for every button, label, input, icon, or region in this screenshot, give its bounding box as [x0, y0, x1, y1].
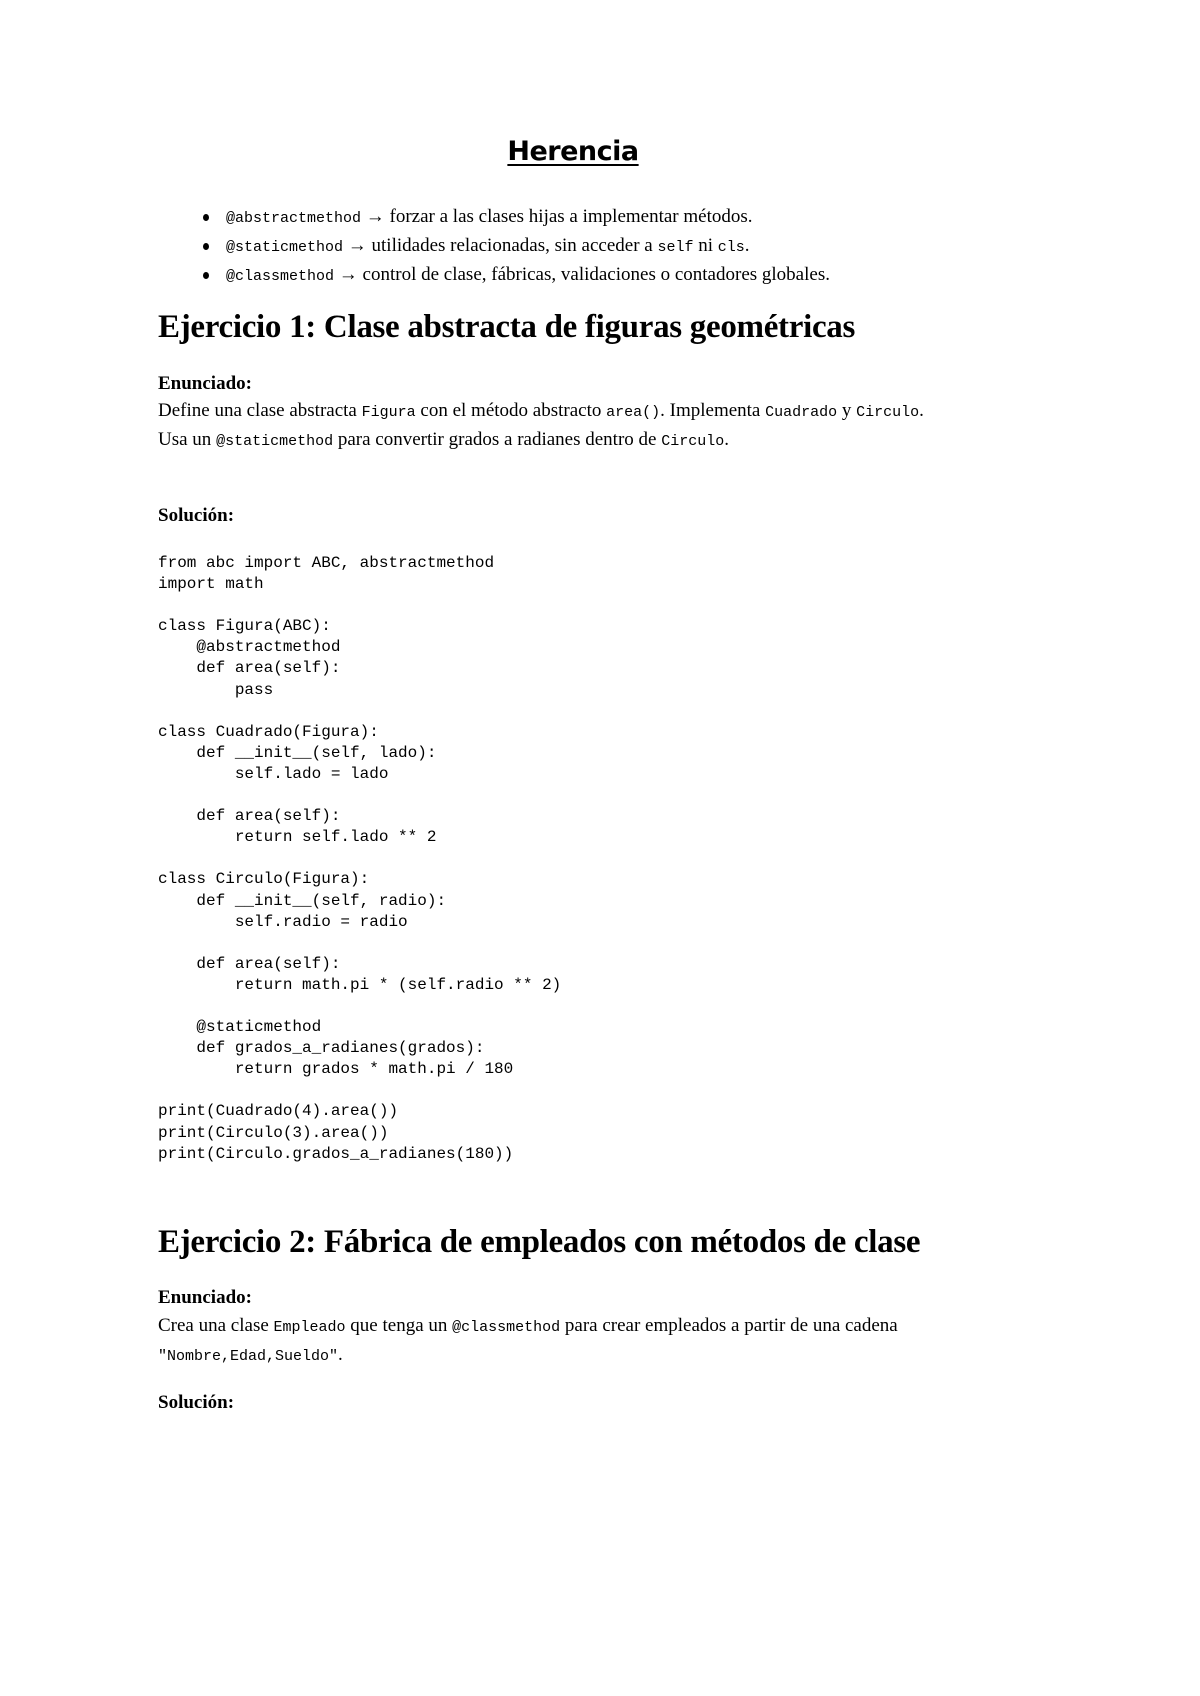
code-line: print(Circulo(3).area())	[158, 1123, 389, 1142]
inline-code: Empleado	[273, 1319, 346, 1336]
exercise-1-code-block	[158, 553, 561, 1165]
text-run: Crea una clase	[158, 1315, 274, 1336]
exercise-1-solution-label: Solución:	[158, 505, 235, 526]
code-line: def grados_a_radianes(grados):	[158, 1039, 485, 1058]
text-run: ni	[693, 235, 718, 256]
code-line: class Cuadrado(Figura):	[158, 722, 379, 741]
code-line: return self.lado ** 2	[158, 828, 437, 847]
text-run: Define una clase abstracta	[158, 400, 362, 421]
exercise-1-statement-label: Enunciado:	[158, 373, 252, 394]
code-line: @abstractmethod	[158, 638, 341, 657]
exercise-2-statement-label: Enunciado:	[158, 1287, 252, 1308]
inline-code: @staticmethod	[216, 433, 334, 450]
inline-code: "Nombre,Edad,Sueldo"	[158, 1348, 339, 1365]
code-line: import math	[158, 575, 264, 594]
decorator-bullet-list	[203, 203, 830, 290]
text-run: → utilidades relacionadas, sin acceder a	[343, 235, 658, 256]
code-line	[158, 933, 561, 954]
bullet-icon	[203, 272, 209, 279]
inline-code: Cuadrado	[765, 404, 838, 421]
text-run: . Usa un	[158, 400, 924, 450]
exercise-2-statement	[158, 1312, 948, 1370]
code-line	[158, 996, 561, 1017]
inline-code: Circulo	[661, 433, 725, 450]
inline-code: @abstractmethod	[226, 210, 362, 227]
exercise-2-heading: Ejercicio 2: Fábrica de empleados con métodos de clase	[158, 1224, 921, 1260]
text-run: para convertir grados a radianes dentro de	[333, 429, 662, 450]
code-line	[158, 1080, 561, 1101]
code-line: def area(self):	[158, 807, 341, 826]
inline-code: Figura	[361, 404, 416, 421]
text-run: → control de clase, fábricas, validaciones o contadores globales.	[334, 264, 830, 285]
bullet-icon	[203, 214, 209, 221]
text-run: .	[724, 429, 729, 450]
code-line	[158, 595, 561, 616]
code-line: def area(self):	[158, 954, 341, 973]
code-line: self.lado = lado	[158, 764, 389, 783]
code-line: print(Cuadrado(4).area())	[158, 1102, 399, 1121]
text-run: que tenga un	[345, 1315, 453, 1336]
bullet-item	[203, 203, 830, 232]
inline-code: self	[657, 239, 694, 256]
exercise-2-solution-label: Solución:	[158, 1392, 235, 1413]
code-line: class Circulo(Figura):	[158, 870, 370, 889]
text-run: .	[338, 1344, 343, 1365]
code-line: return math.pi * (self.radio ** 2)	[158, 975, 562, 994]
page-title: Herencia	[507, 136, 639, 167]
code-line: from abc import ABC, abstractmethod	[158, 554, 495, 572]
inline-code: @staticmethod	[226, 239, 344, 256]
bullet-item	[203, 261, 830, 290]
text-run: → forzar a las clases hijas a implementar métodos.	[361, 206, 753, 227]
code-line: def area(self):	[158, 659, 341, 678]
inline-code: cls	[717, 239, 745, 256]
text-run: para crear empleados a partir de una cadena	[560, 1315, 898, 1336]
code-line: print(Circulo.grados_a_radianes(180))	[158, 1144, 514, 1163]
inline-code: @classmethod	[226, 268, 335, 285]
code-line	[158, 848, 561, 869]
exercise-1-heading: Ejercicio 1: Clase abstracta de figuras geométricas	[158, 309, 856, 345]
code-line: self.radio = radio	[158, 912, 408, 931]
bullet-icon	[203, 243, 209, 250]
text-run: .	[744, 235, 750, 256]
code-line: class Figura(ABC):	[158, 617, 331, 636]
inline-code: Circulo	[856, 404, 920, 421]
exercise-1-statement	[158, 397, 948, 455]
text-run: y	[837, 400, 857, 421]
code-line: def __init__(self, radio):	[158, 891, 447, 910]
text-run: . Implementa	[660, 400, 766, 421]
bullet-item	[203, 232, 830, 261]
code-line: pass	[158, 680, 274, 699]
text-run: con el método abstracto	[415, 400, 607, 421]
code-line: def __init__(self, lado):	[158, 743, 437, 762]
inline-code: @classmethod	[452, 1319, 561, 1336]
inline-code: area()	[606, 404, 661, 421]
code-line: @staticmethod	[158, 1018, 322, 1037]
code-line	[158, 701, 561, 722]
code-line	[158, 785, 561, 806]
code-line: return grados * math.pi / 180	[158, 1060, 514, 1079]
